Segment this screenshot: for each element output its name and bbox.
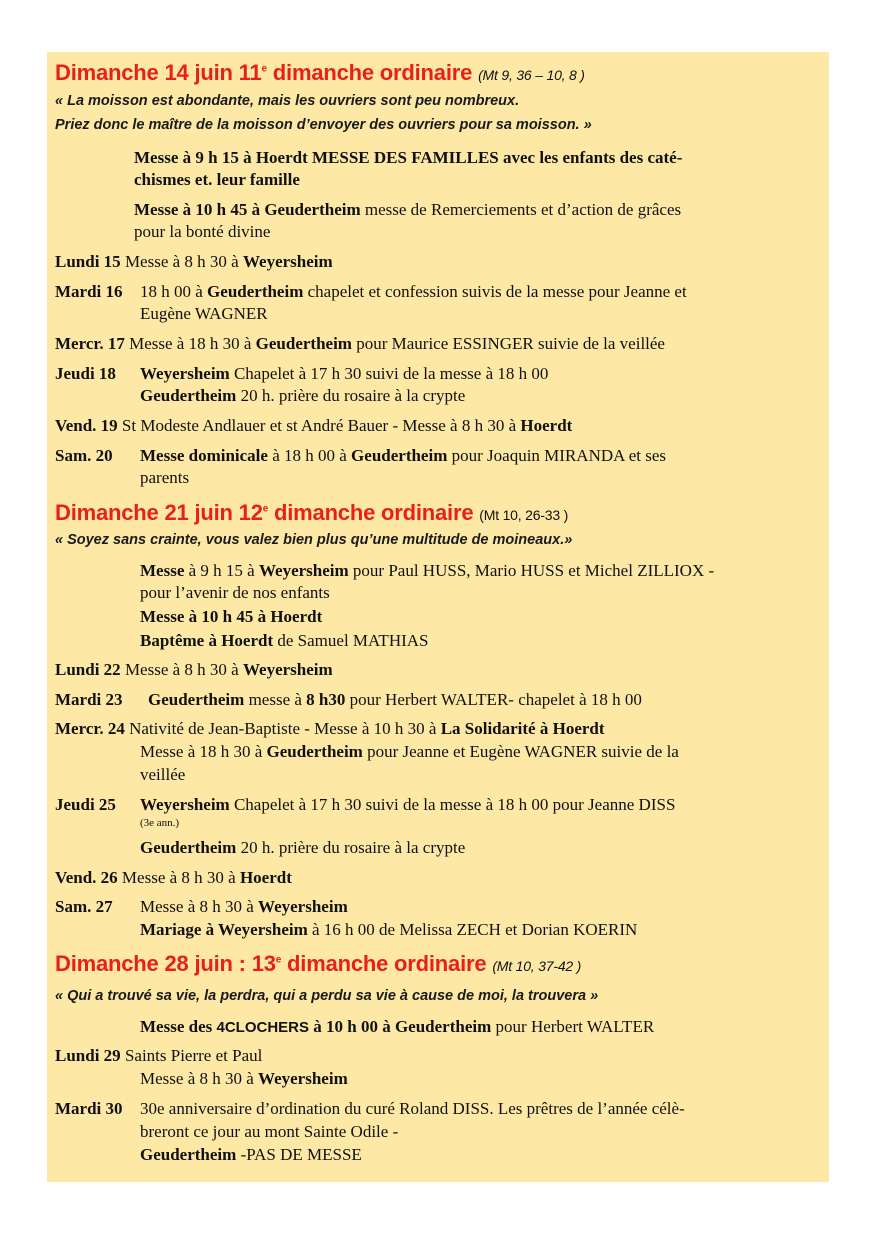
week3-heading: Dimanche 28 juin : 13e dimanche ordinaire (Mt 10, 37-42 ) — [55, 951, 582, 976]
day-mercr-24: Mercr. 24 Nativité de Jean-Baptiste - Messe à 10 h 30 à La Solidarité à Hoerdt — [55, 719, 605, 738]
day-lundi-29: Lundi 29 Saints Pierre et Paul — [55, 1046, 263, 1065]
day-vend-19: Vend. 19 St Modeste Andlauer et st André Bauer - Messe à 8 h 30 à Hoerdt — [55, 416, 573, 435]
day-mardi-30-line2: breront ce jour au mont Sainte Odile - — [140, 1122, 399, 1141]
day-mardi-30-label: Mardi 30 — [55, 1099, 123, 1118]
day-jeudi-25-label: Jeudi 25 — [55, 795, 116, 814]
week2-quote: « Soyez sans crainte, vous valez bien plus qu’une multitude de moineaux.» — [55, 532, 573, 548]
day-mercr-24-line2: Messe à 18 h 30 à Geudertheim pour Jeanne et Eugène WAGNER suivie de la — [140, 742, 679, 761]
week1-quote-line1: « La moisson est abondante, mais les ouvriers sont peu nombreux. — [55, 93, 520, 109]
week1-quote-line2: Priez donc le maître de la moisson d’envoyer des ouvriers pour sa moisson. » — [55, 117, 592, 133]
day-jeudi-25-line2: Geudertheim 20 h. prière du rosaire à la crypte — [140, 838, 466, 857]
day-mardi-16-label: Mardi 16 — [55, 282, 123, 301]
day-mardi-30-line3: Geudertheim -PAS DE MESSE — [140, 1145, 362, 1164]
day-mardi-23-label: Mardi 23 — [55, 690, 123, 709]
day-sam-27-line1: Messe à 8 h 30 à Weyersheim — [140, 897, 348, 916]
week3-ref: (Mt 10, 37-42 ) — [492, 958, 582, 974]
week2-heading: Dimanche 21 juin 12e dimanche ordinaire (Mt 10, 26-33 ) — [55, 500, 569, 525]
day-mercr-24-line3: veillée — [140, 765, 186, 784]
day-jeudi-18-line1: Weyersheim Chapelet à 17 h 30 suivi de la messe à 18 h 00 — [140, 364, 549, 383]
day-sam-27-line2: Mariage à Weyersheim à 16 h 00 de Melissa ZECH et Dorian KOERIN — [140, 920, 638, 939]
week1-ref: (Mt 9, 36 – 10, 8 ) — [478, 67, 585, 83]
day-jeudi-25-ann: (3e ann.) — [140, 817, 180, 829]
day-mercr-17: Mercr. 17 Messe à 18 h 30 à Geudertheim pour Maurice ESSINGER suivie de la veillée — [55, 334, 665, 353]
week1-mass1-line2: chismes et. leur famille — [134, 170, 300, 189]
week3-quote: « Qui a trouvé sa vie, la perdra, qui a perdu sa vie à cause de moi, la trouvera » — [55, 988, 599, 1004]
week1-mass2-line2: pour la bonté divine — [134, 222, 271, 241]
day-mardi-16-line2: Eugène WAGNER — [140, 304, 268, 323]
week2-mass1-line2: pour l’avenir de nos enfants — [140, 583, 330, 602]
day-lundi-29-line2: Messe à 8 h 30 à Weyersheim — [140, 1069, 348, 1088]
week1-mass1-line1: Messe à 9 h 15 à Hoerdt MESSE DES FAMILLES avec les enfants des caté- — [134, 148, 683, 167]
week1-heading: Dimanche 14 juin 11e dimanche ordinaire (Mt 9, 36 – 10, 8 ) — [55, 60, 585, 85]
week1-mass2-line1: Messe à 10 h 45 à Geudertheim messe de Remerciements et d’action de grâces — [134, 200, 682, 219]
week2-bapteme: Baptême à Hoerdt de Samuel MATHIAS — [140, 631, 429, 650]
day-lundi-22: Lundi 22 Messe à 8 h 30 à Weyersheim — [55, 660, 333, 679]
day-mardi-30-line1: 30e anniversaire d’ordination du curé Roland DISS. Les prêtres de l’année célè- — [140, 1099, 685, 1118]
day-jeudi-18-line2: Geudertheim 20 h. prière du rosaire à la crypte — [140, 386, 466, 405]
day-mardi-23-text: Geudertheim messe à 8 h30 pour Herbert WALTER- chapelet à 18 h 00 — [148, 690, 642, 709]
week3-mass: Messe des 4CLOCHERS à 10 h 00 à Geudertheim pour Herbert WALTER — [140, 1017, 655, 1036]
day-mardi-16-text: 18 h 00 à Geudertheim chapelet et confession suivis de la messe pour Jeanne et — [140, 282, 687, 301]
day-jeudi-18-label: Jeudi 18 — [55, 364, 116, 383]
day-vend-26: Vend. 26 Messe à 8 h 30 à Hoerdt — [55, 868, 292, 887]
week2-mass1-line1: Messe à 9 h 15 à Weyersheim pour Paul HUSS, Mario HUSS et Michel ZILLIOX - — [140, 561, 715, 580]
day-lundi-15: Lundi 15 Messe à 8 h 30 à Weyersheim — [55, 252, 333, 271]
day-sam-20-label: Sam. 20 — [55, 446, 113, 465]
day-jeudi-25-line1: Weyersheim Chapelet à 17 h 30 suivi de la messe à 18 h 00 pour Jeanne DISS — [140, 795, 676, 814]
day-sam-20-line2: parents — [140, 468, 190, 487]
week2-ref: (Mt 10, 26-33 ) — [479, 507, 569, 523]
week2-mass2: Messe à 10 h 45 à Hoerdt — [140, 607, 323, 626]
day-sam-27-label: Sam. 27 — [55, 897, 113, 916]
day-sam-20-line1: Messe dominicale à 18 h 00 à Geudertheim pour Joaquin MIRANDA et ses — [140, 446, 667, 465]
